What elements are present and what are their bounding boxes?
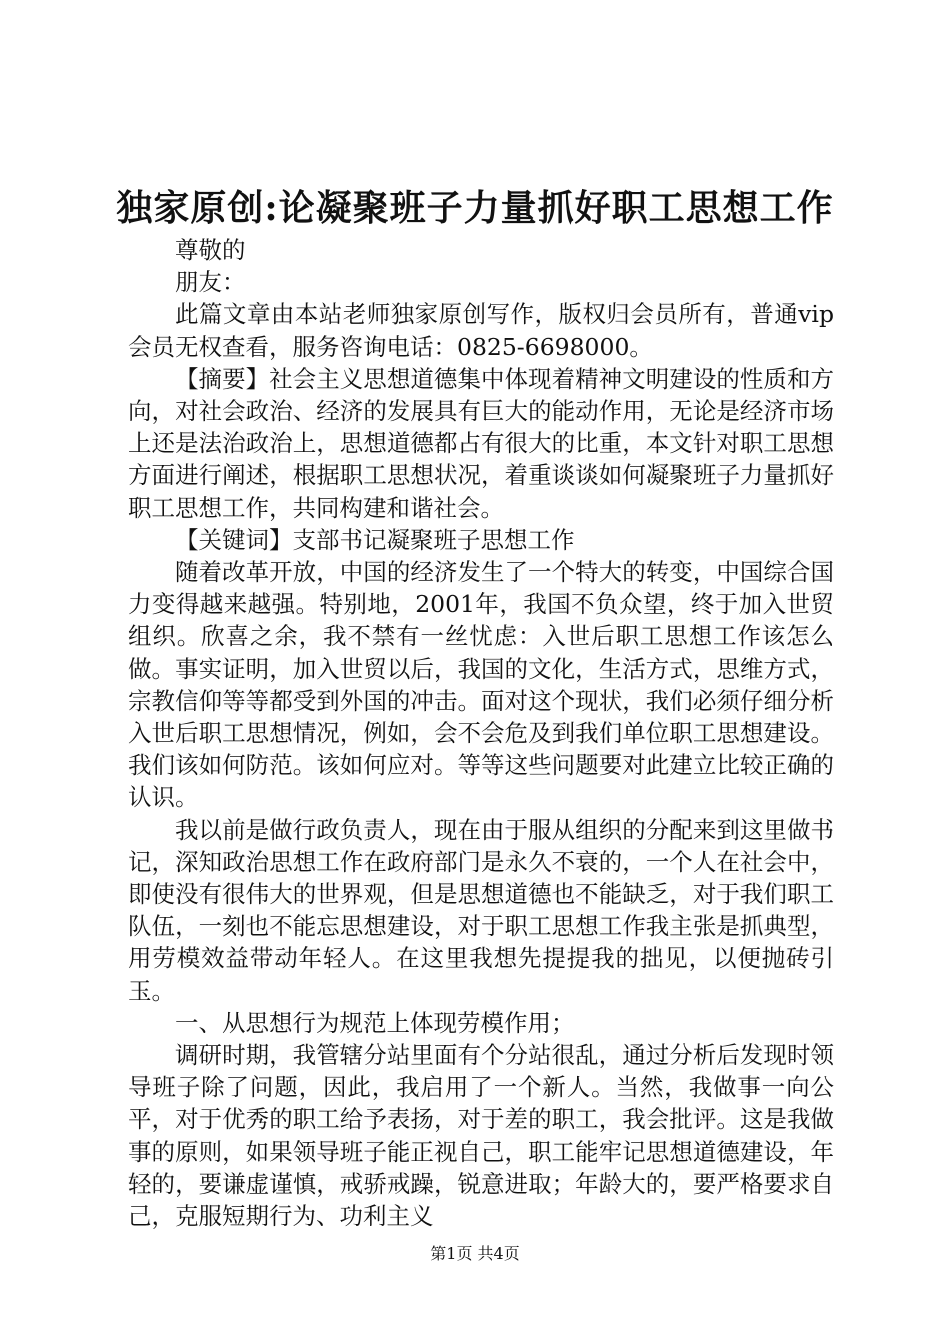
document-title: 独家原创:论凝聚班子力量抓好职工思想工作	[116, 187, 834, 229]
paragraph-body: 调研时期，我管辖分站里面有个分站很乱，通过分析后发现时领导班子除了问题，因此，我启用了一个新人。当然，我做事一向公平，对于优秀的职工给予表扬，对于差的职工，我会批评。这是我做事的原则，如果领导班子能正视自己，职工能牢记思想道德建设，年轻的，要谦虚谨慎，戒骄戒躁，锐意进取；年龄大的，要严格要求自己，克服短期行为、功利主义	[128, 1041, 834, 1231]
paragraph-keywords: 【关键词】支部书记凝聚班子思想工作	[175, 525, 575, 554]
paragraph-copyright-notice: 此篇文章由本站老师独家原创写作，版权归会员所有，普通vip会员无权查看，服务咨询电话：0825-6698000。	[128, 300, 834, 361]
section-heading: 一、从思想行为规范上体现劳模作用；	[175, 1008, 575, 1037]
document-body	[128, 234, 834, 1232]
paragraph-body: 我以前是做行政负责人，现在由于服从组织的分配来到这里做书记，深知政治思想工作在政府部门是永久不衰的，一个人在社会中，即使没有很伟大的世界观，但是思想道德也不能缺乏，对于我们职工队伍，一刻也不能忘思想建设，对于职工思想工作我主张是抓典型，用劳模效益带动年轻人。在这里我想先提提我的拙见，以便抛砖引玉。	[128, 815, 834, 1005]
page-footer: 第1页 共4页	[430, 1244, 520, 1263]
paragraph-salutation-1: 尊敬的	[175, 236, 246, 264]
paragraph-body: 随着改革开放，中国的经济发生了一个特大的转变，中国综合国力变得越来越强。特别地，2001年，我国不负众望，终于加入世贸组织。欣喜之余，我不禁有一丝忧虑：入世后职工思想工作该怎么做。事实证明，加入世贸以后，我国的文化，生活方式，思维方式，宗教信仰等等都受到外国的冲击。面对这个现状，我们必须仔细分析入世后职工思想情况，例如，会不会危及到我们单位职工思想建设。我们该如何防范。该如何应对。等等这些问题要对此建立比较正确的认识。	[128, 558, 834, 812]
paragraph-salutation-2: 朋友：	[175, 268, 246, 297]
paragraph-abstract: 【摘要】社会主义思想道德集中体现着精神文明建设的性质和方向，对社会政治、经济的发展具有巨大的能动作用，无论是经济市场上还是法治政治上，思想道德都占有很大的比重，本文针对职工思想方面进行阐述，根据职工思想状况，着重谈谈如何凝聚班子力量抓好职工思想工作，共同构建和谐社会。	[128, 364, 834, 522]
